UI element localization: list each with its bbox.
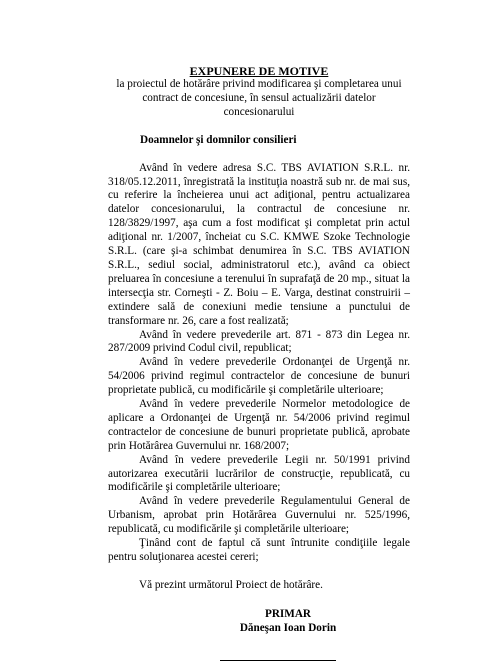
paragraph-oug-54: Având în vedere prevederile Ordonanţei de Urgenţă nr. 54/2006 privind regimul contractelor de concesiune de bunuri proprietate publică, cu modificările şi completările ulterioare; xyxy=(108,356,410,397)
paragraph-urbanism-regulation: Având în vedere prevederile Regulamentului General de Urbanism, aprobat prin Hotărârea Guvernului nr. 525/1996, republicată, cu modificările şi completările ulterioare; xyxy=(108,495,410,536)
paragraph-methodological-norms: Având în vedere prevederile Normelor metodologice de aplicare a Ordonanţei de Urgenţă nr. 54/2006 privind regimul contractelor de concesiune de bunuri proprietate publică, aprobate prin Hotărârea Guvernului nr. 168/2007; xyxy=(108,398,410,452)
closing-statement: Vă prezint următorul Proiect de hotărâre. xyxy=(139,578,323,591)
signature-block xyxy=(108,608,410,636)
document-title: EXPUNERE DE MOTIVE xyxy=(189,64,329,78)
document-body xyxy=(108,162,410,565)
document-subtitle: la proiectul de hotărâre privind modificarea şi completarea unui contract de concesiune, în sensul actualizării datelor concesionarului xyxy=(116,78,402,118)
signatory-title: PRIMAR xyxy=(265,607,311,620)
document-page xyxy=(108,64,410,661)
paragraph-conditions: Ţinând cont de faptul că sunt întrunite condiţiile legale pentru soluţionarea acestei cereri; xyxy=(108,537,410,563)
salutation: Doamnelor şi domnilor consilieri xyxy=(140,133,297,146)
paragraph-address: Având în vedere adresa S.C. TBS AVIATION S.R.L. nr. 318/05.12.2011, înregistrată la instituţia noastră sub nr. de mai sus, cu referire la încheierea unui act adiţional, pentru actualizarea datelor concesionarului, la contractul de concesiune nr. 128/3829/1997, aşa cum a fost modificat şi completat prin actul adiţional nr. 1/2007, încheiat cu S.C. KMWE Szoke Technologie S.R.L. (care şi-a schimbat denumirea în S.C. TBS AVIATION S.R.L., sediul social, administratorul etc.), având ca obiect preluarea în concesiune a terenului în suprafaţă de 20 mp., situat la intersecţia str. Corneşti - Z. Boiu – E. Varga, destinat construirii – extindere sală de conexiuni medie tensiune a punctului de transformare nr. 26, care a fost realizată; xyxy=(108,161,410,327)
paragraph-civil-code: Având în vedere prevederile art. 871 - 873 din Legea nr. 287/2009 privind Codul civil, republicat; xyxy=(108,328,410,355)
signature-line xyxy=(220,660,336,661)
signatory-name: Dăneşan Ioan Dorin xyxy=(239,621,337,634)
paragraph-law-50: Având în vedere prevederile Legii nr. 50/1991 privind autorizarea executării lucrărilor de construcţie, republicată, cu modificările şi completările ulterioare; xyxy=(108,453,410,494)
